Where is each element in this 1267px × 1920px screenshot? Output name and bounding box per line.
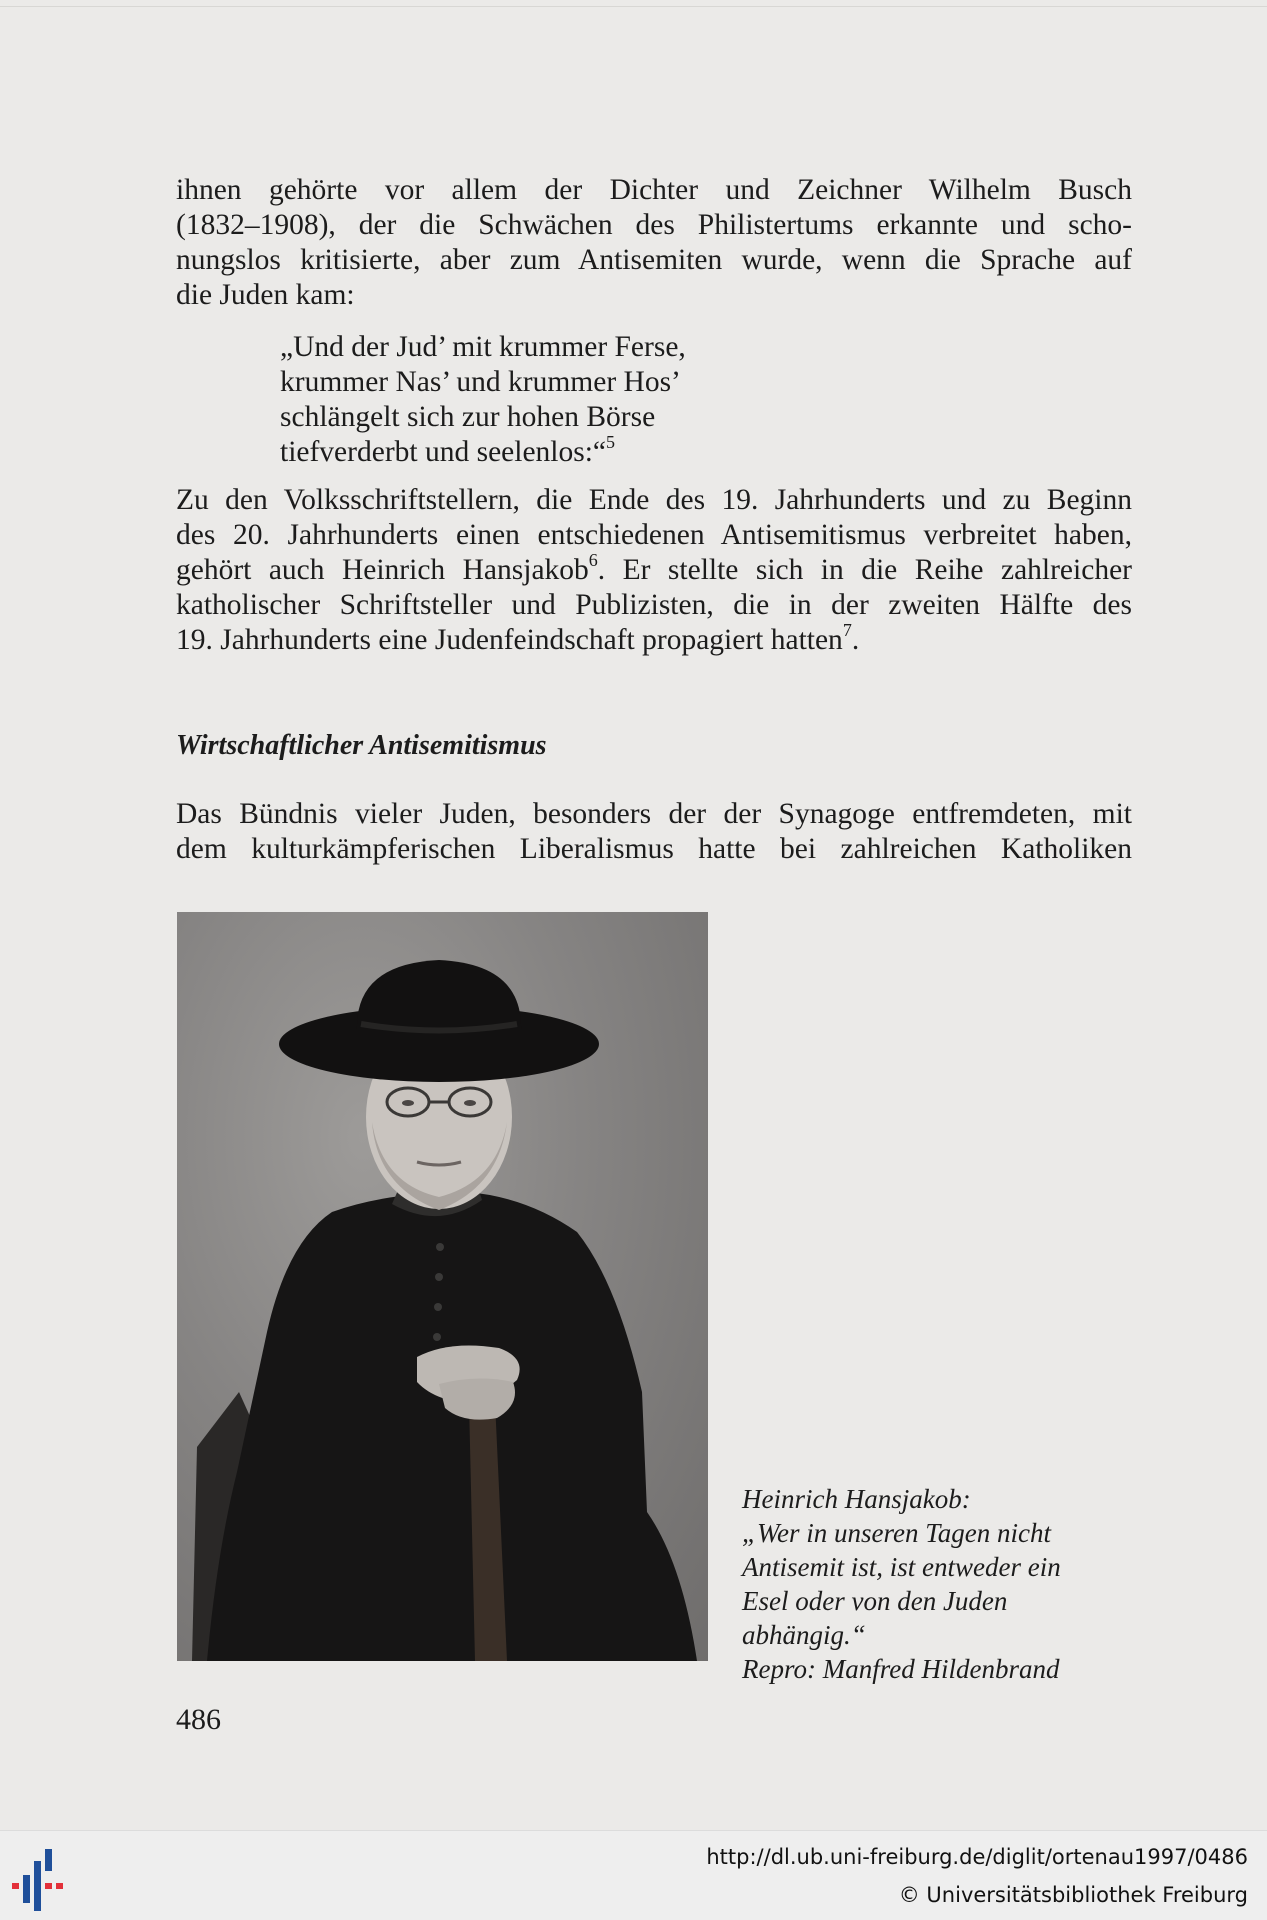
text-line: [176, 620, 1132, 658]
source-url-link[interactable]: http://dl.ub.uni-freiburg.de/diglit/ortenau1997/0486: [706, 1845, 1248, 1869]
paragraph-liberalism: [176, 797, 1132, 867]
text-line: Das Bündnis vieler Juden, besonders der der Synagoge entfremdeten, mit: [176, 798, 1132, 830]
caption-line: Heinrich Hansjakob:: [742, 1484, 971, 1514]
footnote-ref: 6: [588, 550, 598, 571]
caption-line: Esel oder von den Juden: [742, 1586, 1008, 1616]
text-line: dem kulturkämpferischen Liberalismus hatte bei zahlreichen Katholiken: [176, 833, 1132, 865]
photo-caption: [742, 1482, 1061, 1686]
text-line: Zu den Volksschriftstellern, die Ende des 19. Jahrhunderts und zu Beginn: [176, 484, 1132, 516]
section-heading: Wirtschaftlicher Antisemitismus: [176, 730, 547, 761]
digital-library-footer: [0, 1830, 1267, 1920]
verse-line: [280, 432, 686, 470]
portrait-illustration: [177, 912, 708, 1661]
ub-freiburg-logo-icon: [12, 1849, 82, 1911]
text-fragment: gehört auch Heinrich Hansjakob: [176, 554, 589, 586]
page-edge-line: [0, 6, 1267, 7]
verse-line: krummer Nas’ und krummer Hos’: [280, 366, 681, 398]
text-line: die Juden kam:: [176, 279, 355, 311]
footnote-ref: 5: [606, 432, 616, 453]
text-line: (1832–1908), der die Schwächen des Philistertums erkannte und scho-: [176, 209, 1132, 241]
copyright-notice: © Universitätsbibliothek Freiburg: [898, 1883, 1248, 1907]
text-line: nungslos kritisierte, aber zum Antisemiten wurde, wenn die Sprache auf: [176, 244, 1132, 276]
hansjakob-portrait-photo: [177, 912, 708, 1661]
text-fragment: .: [851, 624, 860, 656]
busch-verse-quote: [280, 330, 686, 470]
page-number: 486: [176, 1703, 221, 1736]
caption-line: Antisemit ist, ist entweder ein: [742, 1552, 1061, 1582]
caption-line: „Wer in unseren Tagen nicht: [742, 1518, 1052, 1548]
caption-line: abhängig.“: [742, 1620, 866, 1650]
text-line: ihnen gehörte vor allem der Dichter und Zeichner Wilhelm Busch: [176, 174, 1132, 206]
footnote-ref: 7: [842, 620, 852, 641]
caption-line: Repro: Manfred Hildenbrand: [742, 1654, 1060, 1684]
text-fragment: . Er stellte sich in die Reihe zahlreicher: [597, 554, 1132, 586]
text-fragment: 19. Jahrhunderts eine Judenfeindschaft propagiert hatten: [176, 624, 843, 656]
text-line: [176, 550, 1132, 588]
paragraph-busch: [176, 173, 1132, 313]
verse-line-text: tiefverderbt und seelenlos:“: [280, 436, 607, 468]
paragraph-hansjakob: [176, 483, 1132, 658]
verse-line: „Und der Jud’ mit krummer Ferse,: [280, 331, 686, 363]
text-line: des 20. Jahrhunderts einen entschiedenen Antisemitismus verbreitet haben,: [176, 519, 1132, 551]
text-line: katholischer Schriftsteller und Publizisten, die in der zweiten Hälfte des: [176, 589, 1132, 621]
verse-line: schlängelt sich zur hohen Börse: [280, 401, 656, 433]
